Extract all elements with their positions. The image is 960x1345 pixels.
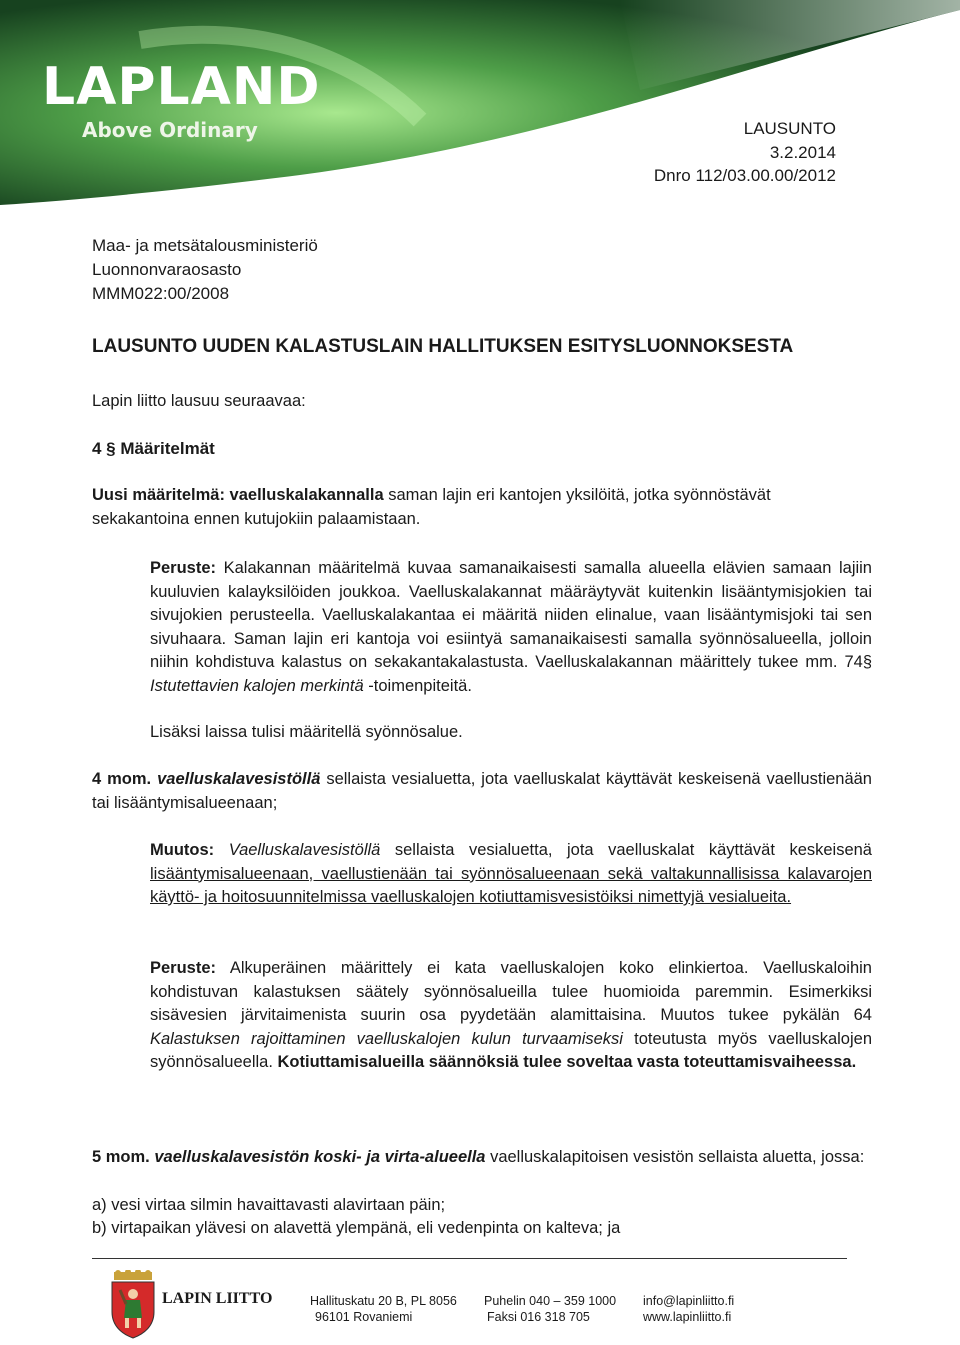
recipient-ministry: Maa- ja metsätalousministeriö (92, 236, 318, 255)
recipient-reference: MMM022:00/2008 (92, 284, 230, 303)
mom5-label: 5 mom. (92, 1148, 150, 1166)
mom5-item-a: a) vesi virtaa silmin havaittavasti alavirtaan päin; (92, 1196, 446, 1214)
footer-org-name: LAPIN LIITTO (162, 1290, 273, 1307)
peruste-end: -toimenpiteitä. (363, 676, 472, 695)
mom5-text: vaelluskalapitoisen vesistön sellaista aluetta, jossa: (485, 1148, 865, 1166)
mom5-term: vaelluskalavesistön koski- ja virta-alueella (154, 1148, 486, 1166)
document-title: LAUSUNTO UUDEN KALASTUSLAIN HALLITUKSEN ESITYSLUONNOKSESTA (92, 336, 794, 357)
section-heading: 4 § Määritelmät (92, 439, 215, 458)
footer-address (310, 1293, 457, 1325)
recipient-block (92, 234, 318, 306)
peruste2-mid: toteutusta myös vaelluskalojen syönnösalueella. (150, 1029, 872, 1071)
peruste-text: Kalakannan määritelmä kuvaa samanaikaisesti samalla alueella elävien samaan lajiin kuuluvien kalayksilöiden joukkoa. Vaelluskalakannat määräytyvät kuitenkin lisääntymisjokien tai sivujokien perusteella. Vaelluskalakantaa ei määritä niiden elinalue, vaan lisääntymisjoki tai sen sivuhaara. Saman lajin eri kantoja voi esiintyä samanaikaisesti samalla syönnösalueella, jolloin niihin kohdistuva kalastus on sekakantakalastusta. Vaelluskalakannan määrittely tukee mm. 74§ (150, 559, 872, 671)
mom5-definition (92, 1146, 872, 1170)
footer-web-link[interactable]: www.lapinliitto.fi (643, 1310, 732, 1324)
footer-contact (643, 1293, 734, 1325)
addition-note: Lisäksi laissa tulisi määritellä syönnösalue. (150, 723, 463, 741)
muutos-term: Vaelluskalavesistöllä (228, 841, 381, 859)
mom4-term: vaelluskalavesistöllä (157, 770, 321, 788)
footer-street: Hallituskatu 20 B, PL 8056 (310, 1294, 457, 1308)
peruste2-bold: Kotiuttamisalueilla säännöksiä tulee soveltaa vasta toteuttamisvaiheessa. (277, 1053, 857, 1071)
peruste-label: Peruste: (150, 559, 217, 577)
peruste2-text: Alkuperäinen määrittely ei kata vaelluskalojen koko elinkiertoa. Vaelluskaloihin kohdistuvan kalastuksen säätely syönnösalueilla tulee huomioida paremmin. Esimerkiksi sisävesien järvitaimenista suurin osa pyydetään alamittaisina. Muutos tukee pykälän 64 (150, 959, 872, 1024)
muutos-label: Muutos: (150, 841, 215, 859)
mom4-definition (92, 768, 872, 815)
new-definition-text: saman lajin eri kantojen yksilöitä, jotka syönnöstävät sekakantoina ennen kutujokiin palaamistaan. (92, 486, 771, 528)
mom4-label: 4 mom. (92, 770, 152, 788)
header-banner (0, 0, 960, 230)
peruste-paragraph-1 (150, 557, 872, 698)
footer-email-link[interactable]: info@lapinliitto.fi (643, 1294, 735, 1308)
brand-name: LAPLAND (42, 57, 321, 117)
doc-type: LAUSUNTO (743, 119, 836, 138)
mom4-text: sellaista vesialuetta, jota vaelluskalat käyttävät keskeisenä vaellustienään tai lisääntymisalueenaan; (92, 770, 872, 812)
peruste-paragraph-2 (150, 957, 872, 1075)
new-definition (92, 484, 872, 531)
doc-date: 3.2.2014 (769, 142, 836, 162)
document-meta (654, 117, 836, 188)
footer-phone-block (484, 1293, 616, 1325)
mom5-item-b: b) virtapaikan ylävesi on alavettä ylempänä, eli vedenpinta on kalteva; ja (92, 1219, 621, 1237)
peruste2-italic: Kalastuksen rajoittaminen vaelluskalojen kulun turvaamiseksi (150, 1029, 623, 1048)
coat-of-arms-icon (108, 1270, 158, 1340)
peruste2-label: Peruste: (150, 959, 217, 977)
intro-text: Lapin liitto lausuu seuraavaa: (92, 392, 306, 410)
muutos-text: sellaista vesialuetta, jota vaelluskalat käyttävät keskeisenä (380, 841, 872, 859)
doc-dnro: Dnro 112/03.00.00/2012 (653, 166, 836, 185)
brand-tagline: Above Ordinary (82, 118, 258, 142)
muutos-paragraph (150, 839, 872, 910)
footer-phone: Puhelin 040 – 359 1000 (484, 1294, 617, 1308)
footer-city: 96101 Rovaniemi (315, 1310, 413, 1324)
recipient-department: Luonnonvaraosasto (92, 260, 242, 279)
peruste-italic: Istutettavien kalojen merkintä (150, 676, 364, 695)
new-definition-label: Uusi määritelmä: vaelluskalakannalla (92, 486, 384, 504)
muutos-underlined: lisääntymisalueenaan, vaellustienään tai syönnösalueenaan sekä valtakunnallisissa kalavarojen käyttö- ja hoitosuunnitelmissa vaelluskalojen kotiuttamisvesistöiksi nimettyjä vesialueita. (150, 864, 872, 906)
footer-fax: Faksi 016 318 705 (487, 1310, 590, 1324)
brand-logo (42, 58, 321, 142)
footer-divider (92, 1258, 847, 1259)
